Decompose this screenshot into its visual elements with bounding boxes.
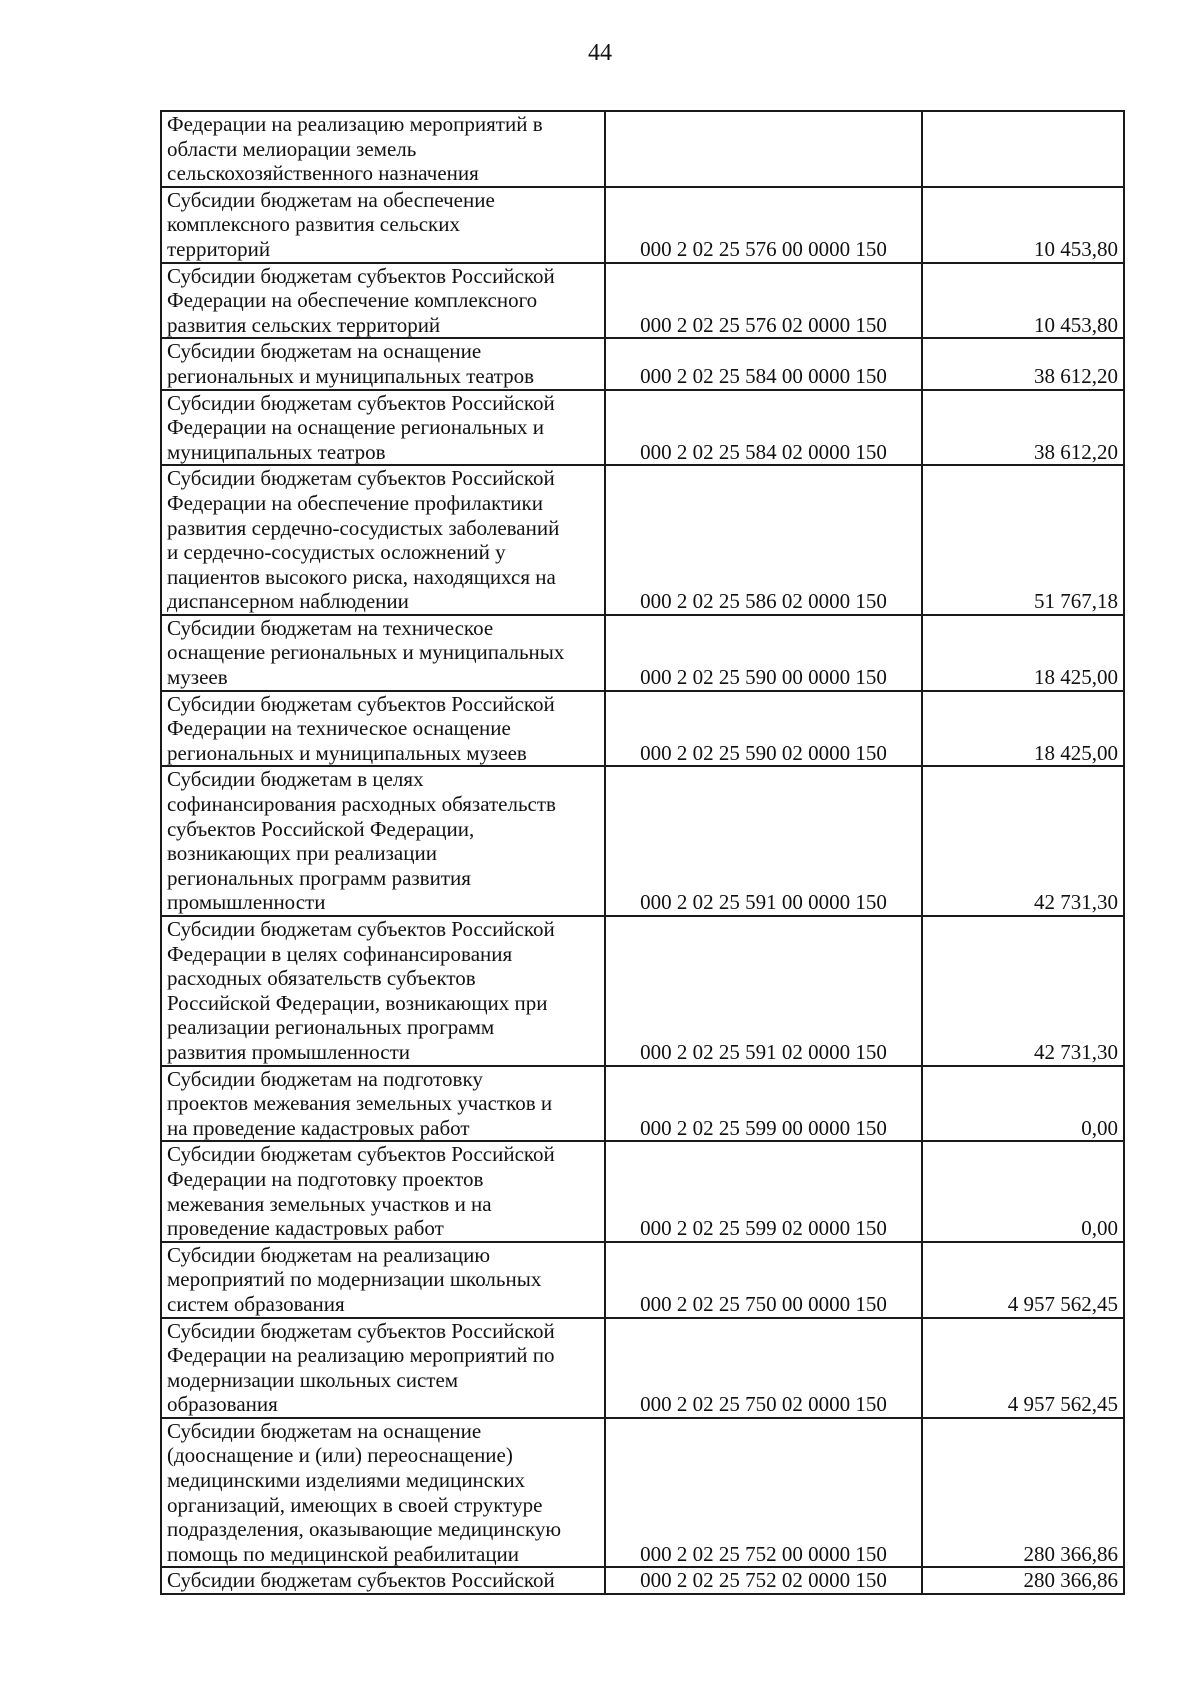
table-row — [161, 111, 1124, 187]
table-row — [161, 916, 1124, 1066]
table-row — [161, 1242, 1124, 1318]
cell-description: Субсидии бюджетам субъектов Российской Федерации на обеспечение комплексного развития сельских территорий — [161, 263, 605, 339]
cell-code: 000 2 02 25 584 02 0000 150 — [605, 390, 922, 466]
cell-amount: 0,00 — [922, 1141, 1124, 1241]
cell-description: Субсидии бюджетам субъектов Российской Федерации на оснащение региональных и муниципальных театров — [161, 390, 605, 466]
cell-description: Субсидии бюджетам на оснащение региональных и муниципальных театров — [161, 338, 605, 389]
cell-code: 000 2 02 25 750 02 0000 150 — [605, 1318, 922, 1418]
cell-amount: 42 731,30 — [922, 766, 1124, 916]
cell-description: Субсидии бюджетам на техническое оснащение региональных и муниципальных музеев — [161, 615, 605, 691]
cell-amount: 4 957 562,45 — [922, 1318, 1124, 1418]
cell-code: 000 2 02 25 590 02 0000 150 — [605, 691, 922, 767]
cell-code: 000 2 02 25 586 02 0000 150 — [605, 465, 922, 615]
cell-description: Субсидии бюджетам субъектов Российской Федерации в целях софинансирования расходных обязательств субъектов Российской Федерации, возникающих при реализации региональных программ развития промышленности — [161, 916, 605, 1066]
table-row — [161, 1318, 1124, 1418]
cell-code: 000 2 02 25 590 00 0000 150 — [605, 615, 922, 691]
cell-description: Субсидии бюджетам субъектов Российской — [161, 1567, 605, 1594]
table-row — [161, 187, 1124, 263]
cell-code: 000 2 02 25 591 00 0000 150 — [605, 766, 922, 916]
cell-amount: 38 612,20 — [922, 338, 1124, 389]
cell-description: Субсидии бюджетам на подготовку проектов межевания земельных участков и на проведение кадастровых работ — [161, 1066, 605, 1142]
page-number: 44 — [588, 40, 612, 66]
cell-code: 000 2 02 25 576 00 0000 150 — [605, 187, 922, 263]
cell-code: 000 2 02 25 584 00 0000 150 — [605, 338, 922, 389]
cell-amount: 0,00 — [922, 1066, 1124, 1142]
cell-code: 000 2 02 25 576 02 0000 150 — [605, 263, 922, 339]
cell-code: 000 2 02 25 752 02 0000 150 — [605, 1567, 922, 1594]
cell-description: Субсидии бюджетам субъектов Российской Федерации на подготовку проектов межевания земельных участков и на проведение кадастровых работ — [161, 1141, 605, 1241]
cell-code: 000 2 02 25 752 00 0000 150 — [605, 1418, 922, 1568]
table-row — [161, 338, 1124, 389]
cell-amount — [922, 111, 1124, 187]
budget-table — [160, 110, 1125, 1595]
cell-amount: 18 425,00 — [922, 615, 1124, 691]
table-row — [161, 390, 1124, 466]
cell-description: Субсидии бюджетам на обеспечение комплексного развития сельских территорий — [161, 187, 605, 263]
cell-description: Субсидии бюджетам субъектов Российской Федерации на реализацию мероприятий по модернизации школьных систем образования — [161, 1318, 605, 1418]
cell-amount: 18 425,00 — [922, 691, 1124, 767]
cell-code: 000 2 02 25 750 00 0000 150 — [605, 1242, 922, 1318]
cell-description: Субсидии бюджетам на оснащение (дооснащение и (или) переоснащение) медицинскими изделиями медицинских организаций, имеющих в своей структуре подразделения, оказывающие медицинскую помощь по медицинской реабилитации — [161, 1418, 605, 1568]
cell-amount: 38 612,20 — [922, 390, 1124, 466]
cell-description: Субсидии бюджетам в целях софинансирования расходных обязательств субъектов Российской Федерации, возникающих при реализации региональных программ развития промышленности — [161, 766, 605, 916]
cell-description: Федерации на реализацию мероприятий в области мелиорации земель сельскохозяйственного назначения — [161, 111, 605, 187]
table-row — [161, 1066, 1124, 1142]
table-body — [161, 111, 1124, 1594]
cell-amount: 4 957 562,45 — [922, 1242, 1124, 1318]
table-row — [161, 766, 1124, 916]
cell-amount: 10 453,80 — [922, 187, 1124, 263]
cell-code — [605, 111, 922, 187]
cell-code: 000 2 02 25 591 02 0000 150 — [605, 916, 922, 1066]
table-row — [161, 1141, 1124, 1241]
cell-code: 000 2 02 25 599 00 0000 150 — [605, 1066, 922, 1142]
cell-description: Субсидии бюджетам на реализацию мероприятий по модернизации школьных систем образования — [161, 1242, 605, 1318]
table-row — [161, 691, 1124, 767]
table-row — [161, 1418, 1124, 1568]
cell-amount: 280 366,86 — [922, 1418, 1124, 1568]
table-row — [161, 615, 1124, 691]
cell-code: 000 2 02 25 599 02 0000 150 — [605, 1141, 922, 1241]
cell-amount: 42 731,30 — [922, 916, 1124, 1066]
table-row — [161, 263, 1124, 339]
cell-amount: 280 366,86 — [922, 1567, 1124, 1594]
cell-description: Субсидии бюджетам субъектов Российской Федерации на обеспечение профилактики развития сердечно-сосудистых заболеваний и сердечно-сосудистых осложнений у пациентов высокого риска, находящихся на диспансерном наблюдении — [161, 465, 605, 615]
cell-description: Субсидии бюджетам субъектов Российской Федерации на техническое оснащение региональных и муниципальных музеев — [161, 691, 605, 767]
table-row — [161, 1567, 1124, 1594]
cell-amount: 51 767,18 — [922, 465, 1124, 615]
cell-amount: 10 453,80 — [922, 263, 1124, 339]
table-row — [161, 465, 1124, 615]
